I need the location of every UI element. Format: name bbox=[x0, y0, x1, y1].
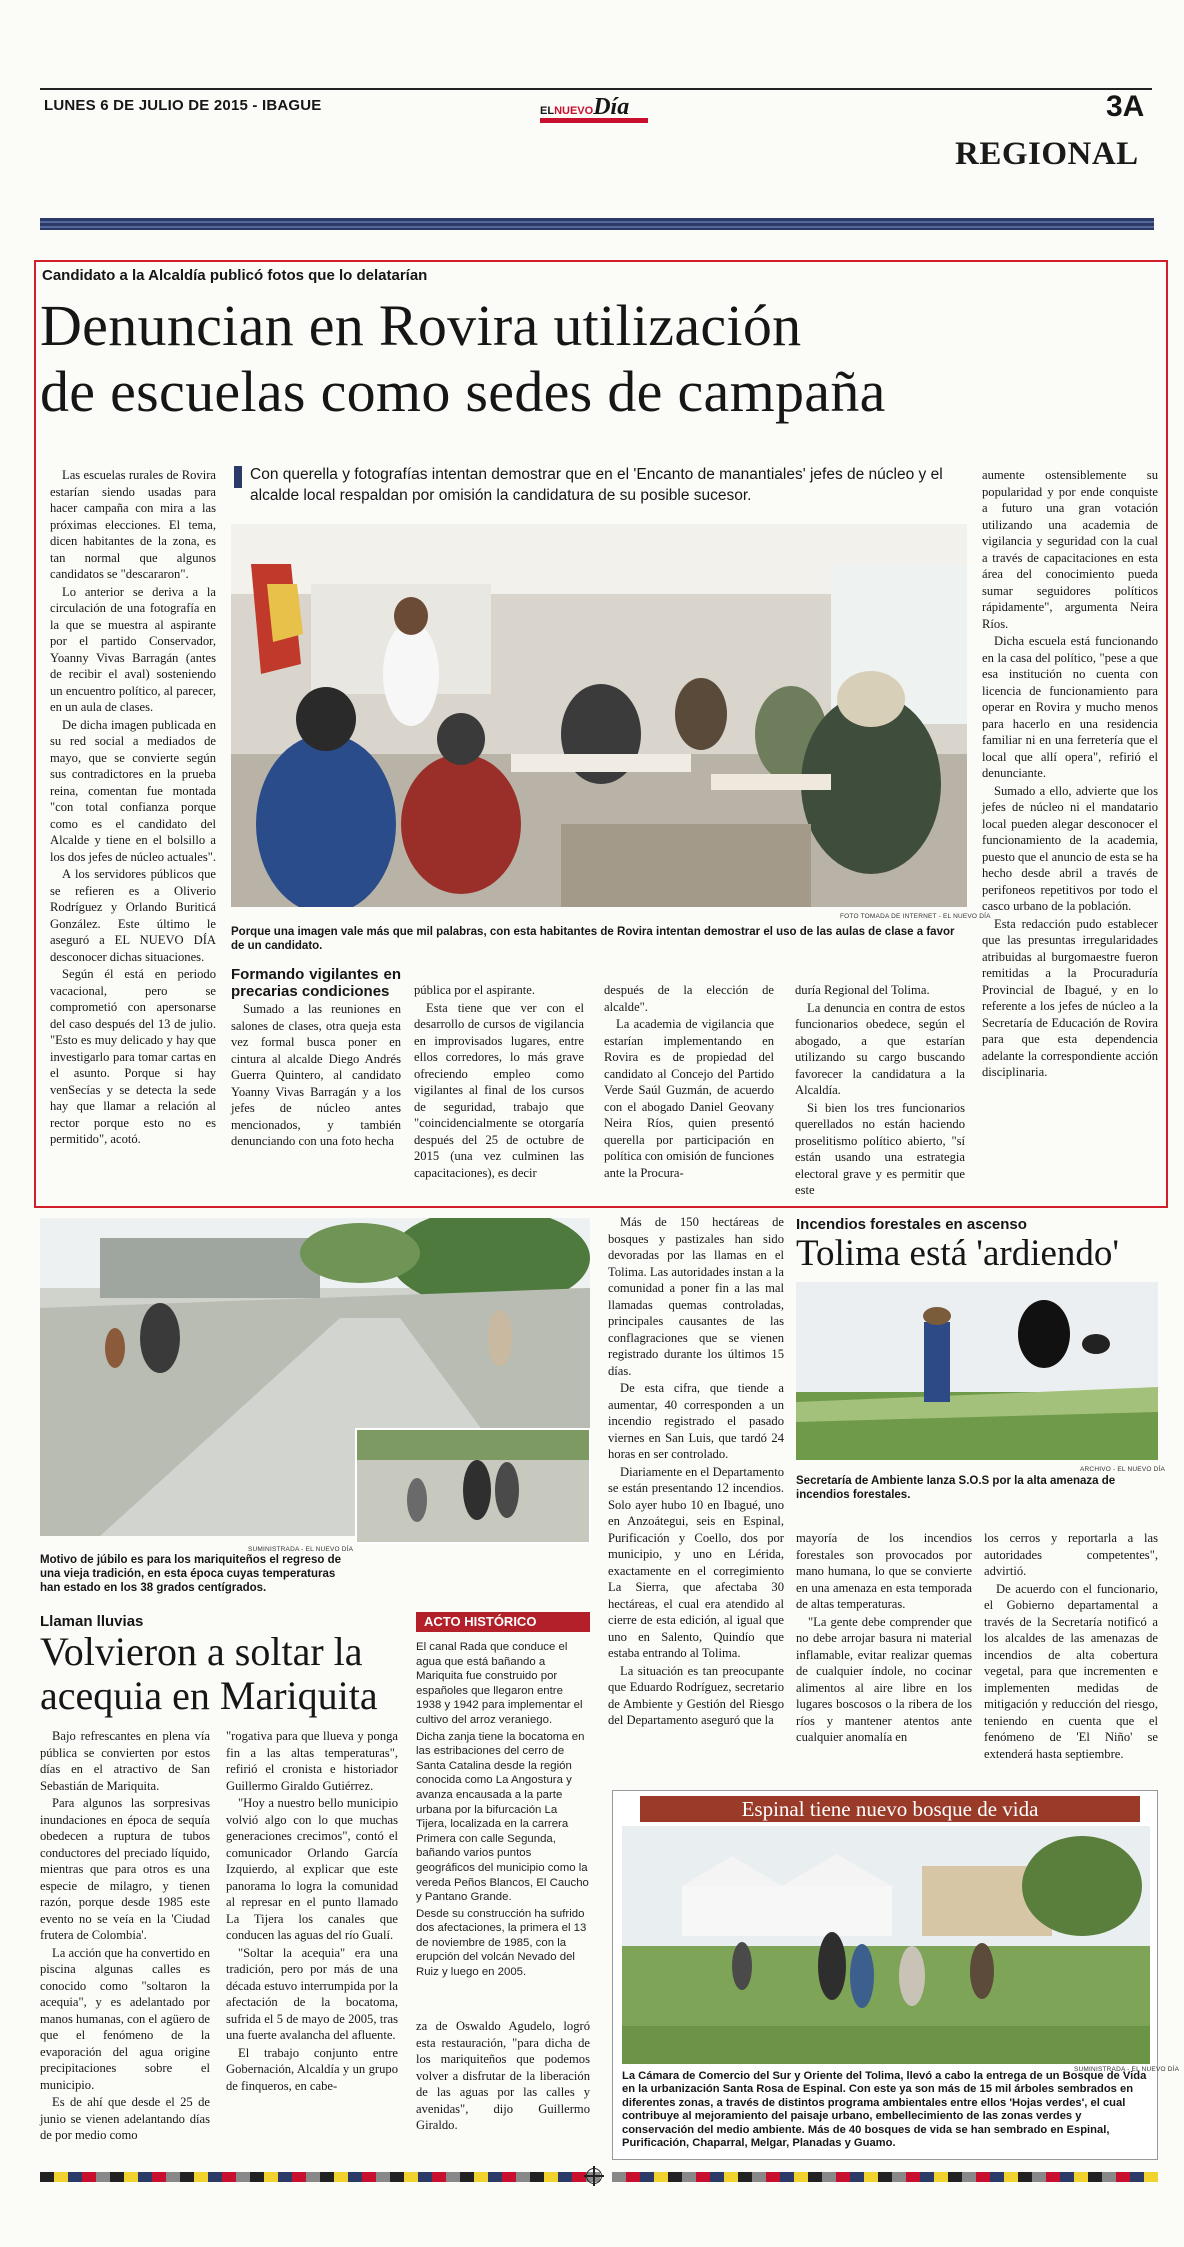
main-headline-2: de escuelas como sedes de campaña bbox=[40, 359, 886, 424]
lead-marker bbox=[234, 466, 242, 488]
firefighter-field-image bbox=[796, 1282, 1158, 1460]
subheading: Formando vigilantes en precarias condiciones bbox=[231, 966, 401, 1000]
paragraph: duría Regional del Tolima. bbox=[795, 983, 930, 997]
paragraph: De acuerdo con el funcionario, el Gobierno departamental a través de la Secretaría notificó a los alcaldes de las amenazas de incendios de alta cobertura vegetal, para que incrementen e implementen medidas de mitigación y reducción del riesgo, teniendo en cuenta que el fenómeno de 'El Niño' se extenderá hasta septiembre. bbox=[984, 1581, 1158, 1761]
logo-dia: Día bbox=[593, 94, 630, 120]
date-line: LUNES 6 DE JULIO DE 2015 - IBAGUE bbox=[44, 97, 322, 114]
mariquita-photo-credit: SUMINISTRADA - EL NUEVO DÍA bbox=[248, 1546, 354, 1553]
incendios-photo bbox=[796, 1282, 1158, 1460]
paragraph: aumente ostensiblemente su popularidad y por ende conquiste a futuro una gran votación utilizando una academia de vigilancia y seguridad con la cual a través de capacitaciones en esta área del conocimiento pueda sumar seguidores políticos rápidamente", argumenta Neira Ríos. bbox=[982, 468, 1158, 631]
incendios-intro-col bbox=[608, 1214, 784, 1730]
paragraph: "La gente debe comprender que no debe arrojar basura ni material inflamable, evitar realizar quemas de cualquier índole, no cocinar alimentos al aire libre en los lugares boscosos o la ribera de los ríos y mantener atentos ante cualquier anomalía en bbox=[796, 1614, 972, 1744]
paragraph: La acción que ha convertido en piscina algunas calles es conocido como "soltaron la acequia", y es adelantado por manos humanas, con el agüero de que el fenómeno de la evaporación del agua origine precipitaciones sobre el municipio. bbox=[40, 1945, 210, 2092]
paragraph: pública por el aspirante. bbox=[414, 983, 535, 997]
incendios-col-1 bbox=[796, 1530, 972, 1747]
paragraph: "Soltar la acequia" era una tradición, pero por más de una década estuvo interrumpida por la afectación de la bocatoma, sufrida el 5 de mayo de 2005, tras una fuerte avalancha del afluente. bbox=[226, 1945, 398, 2042]
paragraph: Si bien los tres funcionarios querellados no están haciendo proselitismo político abierto, "sí están usando una estrategia electoral grave y es permitir que este bbox=[795, 1100, 965, 1197]
main-photo-credit: FOTO TOMADA DE INTERNET - EL NUEVO DÍA bbox=[840, 913, 991, 920]
paragraph: A los servidores públicos que se refieren es a Oliverio Rodríguez y Orlando Buriticá González. Este último le aseguró a EL NUEVO DÍA desconocer dichas situaciones. bbox=[50, 867, 216, 964]
mariquita-photo-caption: Motivo de júbilo es para los mariquiteños el regreso de una vieja tradición, en esta época cuyas temperaturas han estado en los 38 grados centígrados. bbox=[40, 1554, 341, 1594]
main-col-3 bbox=[414, 982, 584, 1182]
paragraph: Diariamente en el Departamento se están presentando 12 incendios. Solo ayer hubo 10 en Ibagué, uno en Anzoátegui, seis en Espinal, Purificación y Coello, dos por municipio, y uno en Lérida, exactamente en el corregimiento La Sierra, que afectaba 30 hectáreas, el cual era atendido al cierre de esta edición, al igual que uno en Salento, Quindío que estaba entrando al Tolima. bbox=[608, 1464, 784, 1660]
paragraph: Es de ahí que desde el 25 de junio se vienen adelantando días de por medio como bbox=[40, 2095, 210, 2142]
incendios-headline: Tolima está 'ardiendo' bbox=[796, 1233, 1120, 1274]
main-lead: Con querella y fotografías intentan demostrar que en el 'Encanto de manantiales' jefes de núcleo y el alcalde local respaldan por omisión la candidatura de su posible sucesor. bbox=[250, 466, 943, 504]
masthead-rule-top bbox=[40, 88, 1152, 90]
espinal-photo-credit: SUMINISTRADA - EL NUEVO DÍA bbox=[1074, 2066, 1180, 2073]
mariquita-col-2 bbox=[226, 1728, 398, 2095]
main-col-5 bbox=[795, 982, 965, 1200]
paragraph: los cerros y reportarla a las autoridades competentes", advirtió. bbox=[984, 1531, 1158, 1578]
paragraph: za de Oswaldo Agudelo, logró esta restauración, "para dicha de los mariquiteños que podemos volver a disfrutar de la liberación de las aguas por las calles y avenidas", dijo Guillermo Giraldo. bbox=[416, 2019, 590, 2132]
paragraph: La academia de vigilancia que estarían implementando en Rovira es de propiedad del candidato al Concejo del Partido Verde Saúl Guzmán, de acuerdo con el abogado Daniel Geovany Neira Ríos, quien presentó querella por participación en política con omisión de funciones ante la Procura- bbox=[604, 1017, 774, 1180]
main-col-4 bbox=[604, 982, 774, 1182]
acto-historico-title: ACTO HISTÓRICO bbox=[416, 1612, 590, 1632]
box-paragraph: El canal Rada que conduce el agua que está bañando a Mariquita fue construido por españoles que llegaron entre 1938 y 1942 para implementar el cultivo del arroz veraniego. bbox=[416, 1641, 583, 1726]
incendios-photo-credit: ARCHIVO - EL NUEVO DÍA bbox=[1080, 1466, 1166, 1473]
paragraph: Esta tiene que ver con el desarrollo de cursos de vigilancia en improvisados lugares, entre ellos corredores, lo más grave ofreciendo empleo como vigilantes al final de los cursos de seguridad, trabajo que "coincidencialmente se otorgaría después del 25 de octubre de 2015 (una vez culminen las capacitaciones), es decir bbox=[414, 1000, 584, 1180]
people-crossing-water-image bbox=[357, 1430, 589, 1542]
paragraph: Para algunos las sorpresivas inundaciones en época de sequía obedecen a ruptura de tubos conductores del preciado líquido, mientras que para otros es una especie de milagro, y tienen razón, porque desde 1985 este evento no se veía en la 'Ciudad frutera de Colombia'. bbox=[40, 1796, 210, 1942]
main-col-2 bbox=[231, 966, 401, 1151]
section-title: REGIONAL bbox=[955, 136, 1139, 172]
paragraph: Según él está en periodo vacacional, pero se comprometió con apersonarse del caso después del 13 de julio. "Esto es muy delicado y hay que investigarlo para tomar cartas en el asunto. Porque si hay venSecías y se detecta la sede hay que llamar a relación al rector porque esto no es permitido", acotó. bbox=[50, 967, 216, 1146]
box-paragraph: Desde su construcción ha sufrido dos afectaciones, la primera el 13 de noviembre de 1985, con la erupción del volcán Nevado del Ruiz y luego en 2005. bbox=[416, 1907, 587, 1979]
main-col-6 bbox=[982, 467, 1158, 1082]
paragraph: La denuncia en contra de estos funcionarios obedece, según el abogado, a que estarían utilizando su cargo buscando favorecer la candidatura a la Alcaldía. bbox=[795, 1000, 965, 1097]
incendios-col-2 bbox=[984, 1530, 1158, 1763]
paragraph: Bajo refrescantes en plena vía pública se convierten por estos días en el atractivo de San Sebastián de Mariquita. bbox=[40, 1729, 210, 1793]
footer-colorbar-right bbox=[612, 2172, 1158, 2182]
paragraph: Sumado a las reuniones en salones de clases, otra queja esta vez formal busca poner en cintura al alcalde Diego Andrés Guerra Quintero, al candidato Yoanny Vivas Barragán y a los jefes de núcleo antes mencionados, y también denunciando con una foto hecha bbox=[231, 1002, 401, 1148]
mariquita-kicker: Llaman lluvias bbox=[40, 1613, 144, 1630]
espinal-caption: La Cámara de Comercio del Sur y Oriente del Tolima, llevó a cabo la entrega de un Bosque de Vida en la urbanización Santa Rosa de Espinal. Con este ya son más de 15 mil árboles sembrados en diferentes zonas, a través de distintos programa ambientales entre ellos 'Hojas verdes', el cual contribuye al mejoramiento del paisaje urbano, embellecimiento de las zonas verdes y conservación del medio ambiente. Más de 40 bosques de vida se han sembrado en Espinal, Purificación, Chaparral, Melgar, Planadas y Guamo. bbox=[622, 2070, 1147, 2150]
paragraph: Sumado a ello, advierte que los jefes de núcleo ni el mandatario local pueden alegar desconocer el funcionamiento de la academia, puesto que el anuncio de esta se ha hecho desde abril a través de perifoneos repetitivos por todo el casco urbano de la población. bbox=[982, 783, 1158, 913]
main-kicker: Candidato a la Alcaldía publicó fotos que lo delatarían bbox=[42, 267, 428, 284]
paragraph: Las escuelas rurales de Rovira estarían siendo usadas para hacer campaña con mira a las próximas elecciones. El tema, dicen habitantes de la zona, es tan normal que algunos candidatos se "descararon". bbox=[50, 468, 216, 581]
page-number: 3A bbox=[1106, 90, 1145, 123]
espinal-photo bbox=[622, 1826, 1150, 2064]
logo-nuevo: NUEVO bbox=[554, 105, 594, 117]
incendios-kicker: Incendios forestales en ascenso bbox=[796, 1216, 1027, 1233]
paragraph: mayoría de los incendios forestales son provocados por mano humana, lo que se convierte en una amenaza en esta temporada de altas temperaturas. bbox=[796, 1531, 972, 1611]
paragraph: La situación es tan preocupante que Eduardo Rodríguez, secretario de Ambiente y Gestión del Riesgo del Departamento aseguró que la bbox=[608, 1663, 784, 1727]
paragraph: Dicha escuela está funcionando en la casa del político, "pese a que esa institución no cuenta con licencia de funcionamiento para operar en Rovira y mucho menos para hacerlo en una residencia familiar ni en una ferretería que el local que allí opera", refirió el denunciante. bbox=[982, 634, 1158, 780]
paragraph: "Hoy a nuestro bello municipio volvió algo con lo que muchas generaciones crecimos", contó el comunicador Orlando García Izquierdo, al explicar que este panorama lo logra la comunidad al represar en el punto llamado La Tijera los canales que conducen las aguas del río Gualí. bbox=[226, 1796, 398, 1942]
logo-el: EL bbox=[540, 105, 555, 117]
paragraph: El trabajo conjunto entre Gobernación, Alcaldía y un grupo de finqueros, en cabe- bbox=[226, 2045, 398, 2093]
tree-planting-event-image bbox=[622, 1826, 1150, 2064]
espinal-banner: Espinal tiene nuevo bosque de vida bbox=[640, 1796, 1140, 1822]
paragraph: De esta cifra, que tiende a aumentar, 40 corresponden a un incendio registrado el pasado viernes en San Luis, que tardó 24 horas en ser controlado. bbox=[608, 1381, 784, 1461]
mariquita-headline: Volvieron a soltar la acequia en Mariquita bbox=[40, 1629, 378, 1718]
newspaper-logo bbox=[540, 94, 648, 123]
main-headline-1: Denuncian en Rovira utilización bbox=[40, 293, 802, 358]
paragraph: "rogativa para que llueva y ponga fin a las altas temperaturas", refirió el cronista e historiador Guillermo Giraldo Gutiérrez. bbox=[226, 1729, 398, 1793]
classroom-meeting-image bbox=[231, 524, 967, 907]
incendios-photo-caption: Secretaría de Ambiente lanza S.O.S por la alta amenaza de incendios forestales. bbox=[796, 1475, 1116, 1501]
section-band bbox=[40, 218, 1154, 230]
box-paragraph: Dicha zanja tiene la bocatoma en las estribaciones del cerro de Santa Catalina desde la región conocida como La Angostura y avanza encausada a la parte urbana por la bifurcación La Tijera, localizada en la carrera Primera con calle Segunda, bañando varios puntos geográficos del municipio como la vereda Peños Blancos, El Caucho y Pantano Grande. bbox=[416, 1730, 589, 1904]
acto-historico-box bbox=[416, 1636, 590, 1980]
mariquita-col-3 bbox=[416, 2018, 590, 2135]
registration-mark-icon bbox=[586, 2168, 602, 2184]
paragraph: Más de 150 hectáreas de bosques y pastizales han sido devoradas por las llamas en el Tolima. Las autoridades instan a la comunidad a poner fin a las mal llamadas quemas controladas, principales causantes de las conflagraciones que se vienen registrado durante los últimos 15 días. bbox=[608, 1215, 784, 1378]
main-photo bbox=[231, 524, 967, 907]
paragraph: Lo anterior se deriva a la circulación de una fotografía en la que se muestra al aspirante por el partido Conservador, Yoanny Vivas Barragán (antes de recibir el aval) sosteniendo un encuentro político, al parecer, en un aula de clases. bbox=[50, 584, 216, 714]
mariquita-inset-photo bbox=[355, 1428, 591, 1544]
paragraph: después de la elección de alcalde". bbox=[604, 983, 774, 1014]
mariquita-col-1 bbox=[40, 1728, 210, 2145]
paragraph: Esta redacción pudo establecer que las presuntas irregularidades atribuidas al burgomaestre fueron remitidas a la Procuraduría Provincial de Ibagué, y en lo referente a los jefes de núcleo a la Secretaría de Educación de Rovira para que esta dependencia adelante la correspondiente acción disciplinaria. bbox=[982, 916, 1158, 1079]
main-photo-caption: Porque una imagen vale más que mil palabras, con esta habitantes de Rovira intentan demostrar el uso de las aulas de clase a favor de un candidato. bbox=[231, 926, 955, 952]
main-col-1 bbox=[50, 467, 216, 1149]
footer-colorbar-left bbox=[40, 2172, 600, 2182]
paragraph: De dicha imagen publicada en su red social a mediados de mayo, que se convierte según sus contradictores en la prueba reina, comentan fue montada "con total confianza porque como es el candidato del Alcalde y tiene en el bolsillo a los dos jefes de núcleo actuales". bbox=[50, 717, 217, 864]
